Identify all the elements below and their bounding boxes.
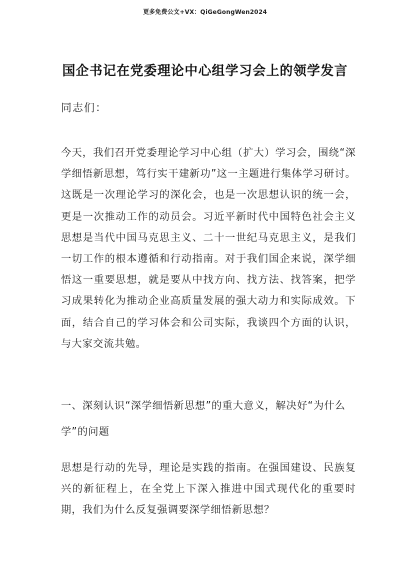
section-paragraph: 思想是行动的先导，理论是实践的指南。在强国建设、民族复兴的新征程上，在全党上下深入推进中国式现代化的重要时期，我们为什么反复强调要深学细悟新思想？ bbox=[61, 463, 356, 517]
document-title: 国企书记在党委理论中心组学习会上的领学发言 bbox=[62, 64, 348, 79]
intro-paragraph: 今天，我们召开党委理论学习中心组（扩大）学习会，围绕“深学细悟新思想，笃行实干建新功”这一主题进行集体学习研讨。这既是一次理论学习的深化会，也是一次思想认识的统一会，更是一次推动工作的动员会。习近平新时代中国特色社会主义思想是当代中国马克思主义、二十一世纪马克思主义，是我们一切工作的根本遵循和行动指南。对于我们国企来说，深学细悟这一重要思想，就是要从中找方向、找方法、找答案，把学习成果转化为推动企业高质量发展的强大动力和实际成效。下面，结合自己的学习体会和公司实际，我谈四个方面的认识，与大家交流共勉。 bbox=[61, 148, 356, 350]
salutation-text: 同志们： bbox=[61, 102, 107, 114]
promo-banner-text: 更多免费公文+VX：QiGeGongWen2024 bbox=[142, 9, 267, 16]
section-heading: 一、深刻认识“深学细悟新思想”的重大意义，解决好“为什么学”的问题 bbox=[61, 401, 346, 438]
